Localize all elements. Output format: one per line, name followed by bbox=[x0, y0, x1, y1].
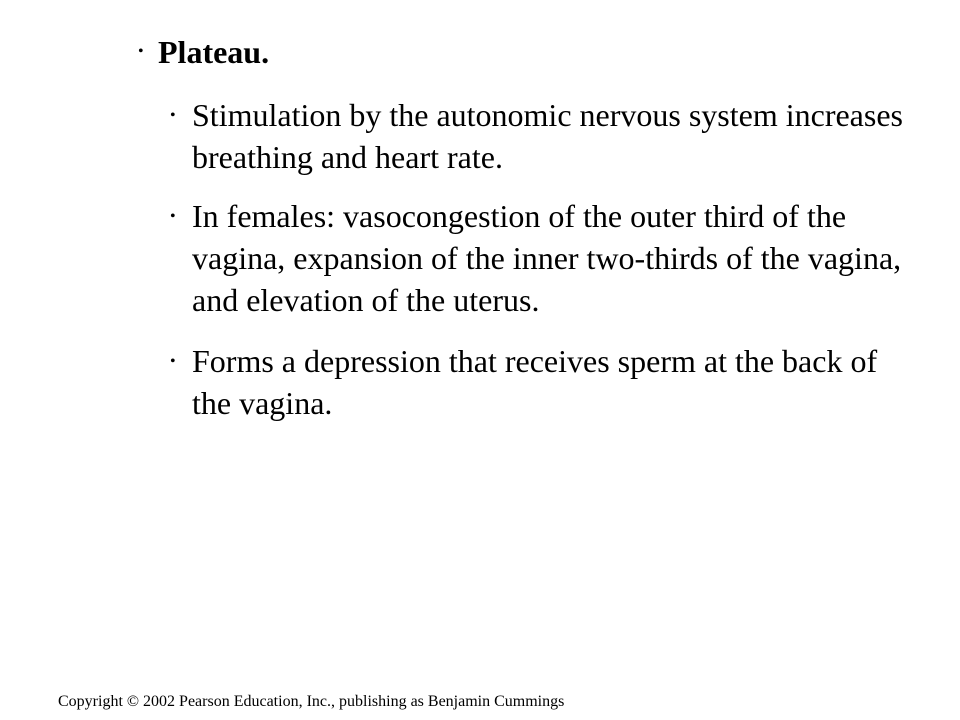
list-item: In females: vasocongestion of the outer third of the vagina, expansion of the inner two-thirds of the vagina, and elevation of the uterus. bbox=[192, 198, 902, 318]
slide-heading: Plateau. bbox=[158, 34, 270, 70]
copyright-footer: Copyright © 2002 Pearson Education, Inc., publishing as Benjamin Cummings bbox=[58, 693, 565, 710]
heading-bullet-icon: • bbox=[138, 43, 144, 60]
item-bullet-icon: • bbox=[170, 353, 176, 370]
list-item: Stimulation by the autonomic nervous system increases breathing and heart rate. bbox=[192, 97, 903, 175]
item-bullet-icon: • bbox=[170, 208, 176, 225]
item-bullet-icon: • bbox=[170, 107, 176, 124]
list-item: Forms a depression that receives sperm at the back of the vagina. bbox=[192, 343, 878, 421]
